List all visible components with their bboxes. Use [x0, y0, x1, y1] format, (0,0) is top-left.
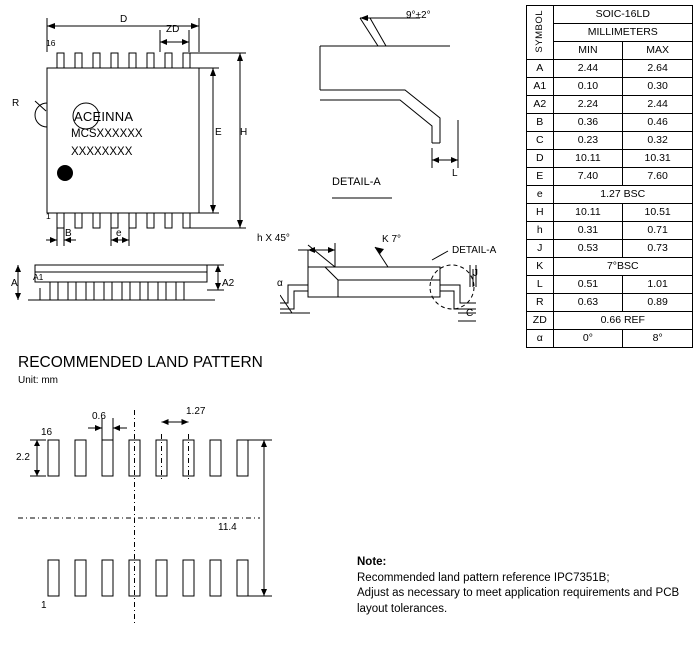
land-pattern-span: 11.4: [218, 522, 237, 533]
dimension-min: 0.31: [553, 222, 623, 240]
table-row: [527, 258, 693, 276]
dimension-min: 0.63: [553, 294, 623, 312]
land-pattern-pad-width: 0.6: [92, 411, 106, 422]
top-view-dim-e: e: [116, 228, 122, 239]
dimension-max: 0.71: [623, 222, 693, 240]
lead-detail-dim-L: L: [452, 168, 458, 179]
dimension-symbol: H: [527, 204, 554, 222]
dimension-max: 0.89: [623, 294, 693, 312]
top-view-dim-ZD: ZD: [166, 24, 180, 35]
package-name-cell: SOIC-16LD: [553, 6, 692, 24]
dimension-symbol: ZD: [527, 312, 554, 330]
dimension-symbol: α: [527, 330, 554, 348]
brand-label: ACEINNA: [74, 109, 134, 124]
dimension-symbol: K: [527, 258, 554, 276]
land-pattern-pin-1: 1: [41, 600, 47, 611]
table-row: [527, 96, 693, 114]
table-row: [527, 330, 693, 348]
table-row: [527, 222, 693, 240]
top-view-dim-H: H: [240, 127, 248, 138]
dimension-max: 1.01: [623, 276, 693, 294]
dimension-min: 7.40: [553, 168, 623, 186]
dimension-min: 2.44: [553, 60, 623, 78]
table-row: [527, 60, 693, 78]
dimension-symbol: D: [527, 150, 554, 168]
dimension-symbol: C: [527, 132, 554, 150]
land-pattern-pad-height: 2.2: [16, 452, 30, 463]
dimension-value-span: 7°BSC: [553, 258, 692, 276]
symbol-header-cell: [527, 6, 554, 60]
col-header-min: MIN: [553, 42, 623, 60]
land-pattern-unit: Unit: mm: [18, 375, 58, 386]
land-pattern-title: RECOMMENDED LAND PATTERN: [18, 354, 263, 371]
dimension-max: 7.60: [623, 168, 693, 186]
cross-section-dim-C: C: [466, 308, 474, 319]
note-block: [357, 555, 687, 617]
side-view-dim-A1: A1: [33, 272, 44, 282]
cross-section-dim-alpha: α: [277, 278, 283, 289]
table-row: [527, 186, 693, 204]
cross-section-detail-ref: DETAIL-A: [452, 245, 497, 256]
land-pattern-drawing: [10, 400, 310, 630]
dimension-max: 2.64: [623, 60, 693, 78]
dimension-table: [526, 5, 693, 348]
table-row: [527, 240, 693, 258]
top-view-pin-16: 16: [46, 38, 56, 48]
land-pattern-pitch: 1.27: [186, 406, 206, 417]
table-row: [527, 276, 693, 294]
units-cell: MILLIMETERS: [553, 24, 692, 42]
table-row: [527, 114, 693, 132]
side-view-dim-A2: A2: [222, 278, 235, 289]
dimension-max: 8°: [623, 330, 693, 348]
side-view-drawing: [10, 250, 260, 330]
dimension-max: 0.30: [623, 78, 693, 96]
table-row: [527, 312, 693, 330]
land-pattern-pin-16: 16: [41, 427, 53, 438]
note-heading: Note:: [357, 556, 387, 568]
cross-section-dim-J: J: [473, 268, 478, 279]
dimension-min: 0.53: [553, 240, 623, 258]
cross-section-chamfer: h X 45°: [257, 233, 290, 244]
table-row: [527, 150, 693, 168]
dimension-max: 10.51: [623, 204, 693, 222]
table-row: [527, 294, 693, 312]
table-row: [527, 168, 693, 186]
dimension-value-span: 1.27 BSC: [553, 186, 692, 204]
dimension-symbol: J: [527, 240, 554, 258]
dimension-min: 0.36: [553, 114, 623, 132]
note-line-3: layout tolerances.: [357, 602, 448, 615]
table-row: [527, 132, 693, 150]
part-number-line-1: MCSXXXXXX: [71, 128, 143, 140]
note-line-1: Recommended land pattern reference IPC7351B;: [357, 571, 610, 584]
table-row: [527, 78, 693, 96]
dimension-max: 2.44: [623, 96, 693, 114]
table-header-row-1: [527, 6, 693, 24]
dimension-max: 0.73: [623, 240, 693, 258]
dimension-symbol: e: [527, 186, 554, 204]
dimension-min: 2.24: [553, 96, 623, 114]
dimension-min: 0°: [553, 330, 623, 348]
dimension-max: 0.46: [623, 114, 693, 132]
dimension-max: 0.32: [623, 132, 693, 150]
dimension-symbol: h: [527, 222, 554, 240]
dimension-min: 0.10: [553, 78, 623, 96]
table-row: [527, 204, 693, 222]
top-view-dim-D: D: [120, 14, 128, 25]
dimension-symbol: E: [527, 168, 554, 186]
dimension-min: 0.51: [553, 276, 623, 294]
lead-detail-label: DETAIL-A: [332, 176, 381, 188]
side-view-dim-A: A: [11, 278, 18, 289]
dimension-symbol: R: [527, 294, 554, 312]
dimension-symbol: B: [527, 114, 554, 132]
dimension-symbol: A2: [527, 96, 554, 114]
top-view-dim-B: B: [65, 228, 72, 239]
symbol-header-label: SYMBOL: [533, 9, 545, 53]
top-view-dim-R: R: [12, 98, 20, 109]
part-number-line-2: XXXXXXXX: [71, 146, 133, 158]
top-view-dim-E: E: [215, 127, 222, 138]
dimension-table-body: [527, 6, 693, 348]
dimension-min: 0.23: [553, 132, 623, 150]
lead-detail-drawing: [300, 8, 500, 208]
dimension-symbol: A: [527, 60, 554, 78]
col-header-max: MAX: [623, 42, 693, 60]
note-line-2: Adjust as necessary to meet application requirements and PCB: [357, 587, 680, 600]
dimension-min: 10.11: [553, 204, 623, 222]
dimension-max: 10.31: [623, 150, 693, 168]
lead-detail-angle: 9°±2°: [406, 10, 431, 21]
cross-section-lead-angle: K 7°: [382, 234, 402, 245]
dimension-value-span: 0.66 REF: [553, 312, 692, 330]
dimension-symbol: A1: [527, 78, 554, 96]
top-view-pin-1: 1: [46, 211, 51, 221]
dimension-min: 10.11: [553, 150, 623, 168]
dimension-symbol: L: [527, 276, 554, 294]
